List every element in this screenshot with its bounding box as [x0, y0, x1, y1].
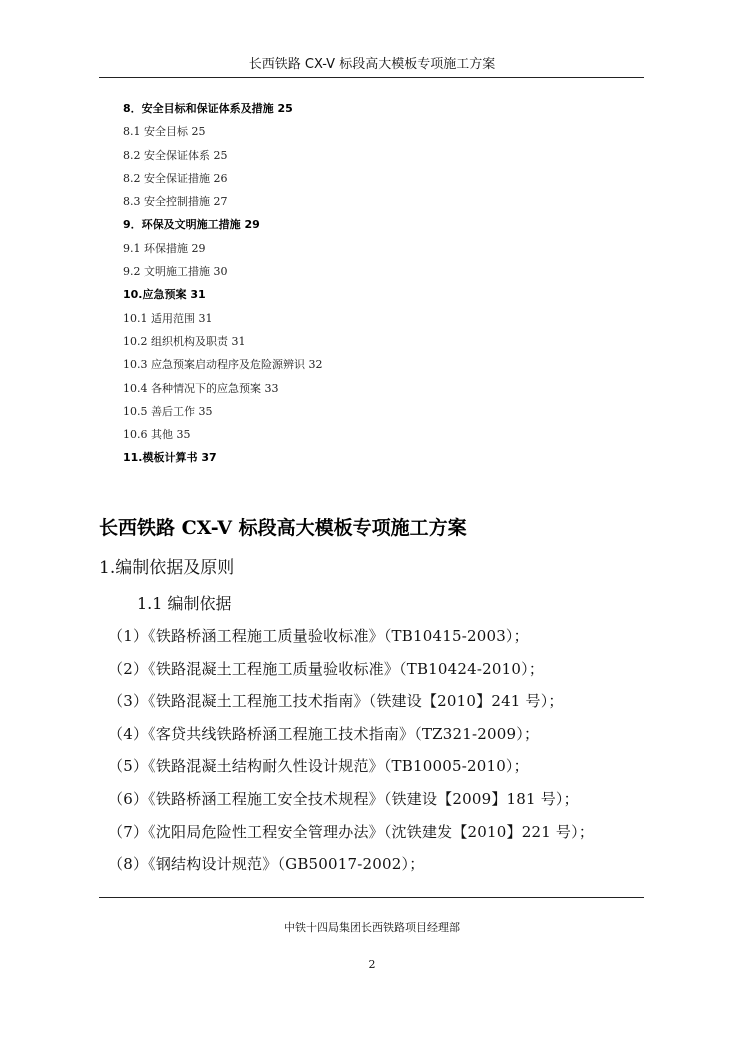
reference-item: （8）《钢结构设计规范》（GB50017-2002）； [108, 855, 425, 874]
table-of-contents [123, 97, 623, 470]
toc-entry[interactable]: 9．环保及文明施工措施 29 [123, 218, 260, 232]
reference-item: （1）《铁路桥涵工程施工质量验收标准》（TB10415-2003）； [108, 627, 529, 645]
toc-entry[interactable]: 10.1 适用范围 31 [123, 311, 213, 325]
toc-entry[interactable]: 9.1 环保措施 29 [123, 241, 206, 255]
toc-entry[interactable]: 10.6 其他 35 [123, 428, 191, 442]
reference-item: （7）《沈阳局危险性工程安全管理办法》（沈铁建发【2010】221 号）； [108, 822, 595, 841]
footer-organization: 中铁十四局集团长西铁路项目经理部 [284, 921, 460, 934]
toc-entry[interactable]: 10.3 应急预案启动程序及危险源辨识 32 [123, 358, 323, 372]
document-title: 长西铁路 CX-V 标段高大模板专项施工方案 [99, 517, 467, 539]
footer-divider [99, 897, 644, 898]
toc-entry[interactable]: 8．安全目标和保证体系及措施 25 [123, 102, 293, 115]
toc-entry[interactable]: 10.2 组织机构及职责 31 [123, 334, 246, 348]
toc-entry[interactable]: 8.3 安全控制措施 27 [123, 195, 228, 209]
toc-entry[interactable]: 10.4 各种情况下的应急预案 33 [123, 381, 279, 395]
toc-entry[interactable]: 10.5 善后工作 35 [123, 404, 213, 418]
reference-list [108, 624, 648, 885]
toc-entry[interactable]: 8.2 安全保证措施 26 [123, 171, 228, 185]
reference-item: （4）《客贷共线铁路桥涵工程施工技术指南》（TZ321-2009）； [108, 724, 540, 743]
page-number: 2 [368, 958, 376, 971]
reference-item: （3）《铁路混凝土工程施工技术指南》（铁建设【2010】241 号）； [108, 692, 564, 711]
toc-entry[interactable]: 9.2 文明施工措施 30 [123, 265, 228, 279]
page-header-title: 长西铁路 CX-V 标段高大模板专项施工方案 [248, 57, 496, 72]
toc-entry[interactable]: 10.应急预案 31 [123, 288, 206, 302]
section-heading-1-1: 1.1 编制依据 [137, 594, 232, 613]
reference-item: （2）《铁路混凝土工程施工质量验收标准》（TB10424-2010）； [108, 659, 545, 678]
toc-entry[interactable]: 11.模板计算书 37 [123, 451, 217, 465]
toc-entry[interactable]: 8.1 安全目标 25 [123, 125, 206, 139]
toc-entry[interactable]: 8.2 安全保证体系 25 [123, 148, 228, 162]
section-heading-1: 1.编制依据及原则 [99, 558, 235, 578]
header-divider [99, 77, 644, 78]
reference-item: （6）《铁路桥涵工程施工安全技术规程》（铁建设【2009】181 号）； [108, 789, 579, 808]
reference-item: （5）《铁路混凝土结构耐久性设计规范》（TB10005-2010）； [108, 757, 529, 776]
